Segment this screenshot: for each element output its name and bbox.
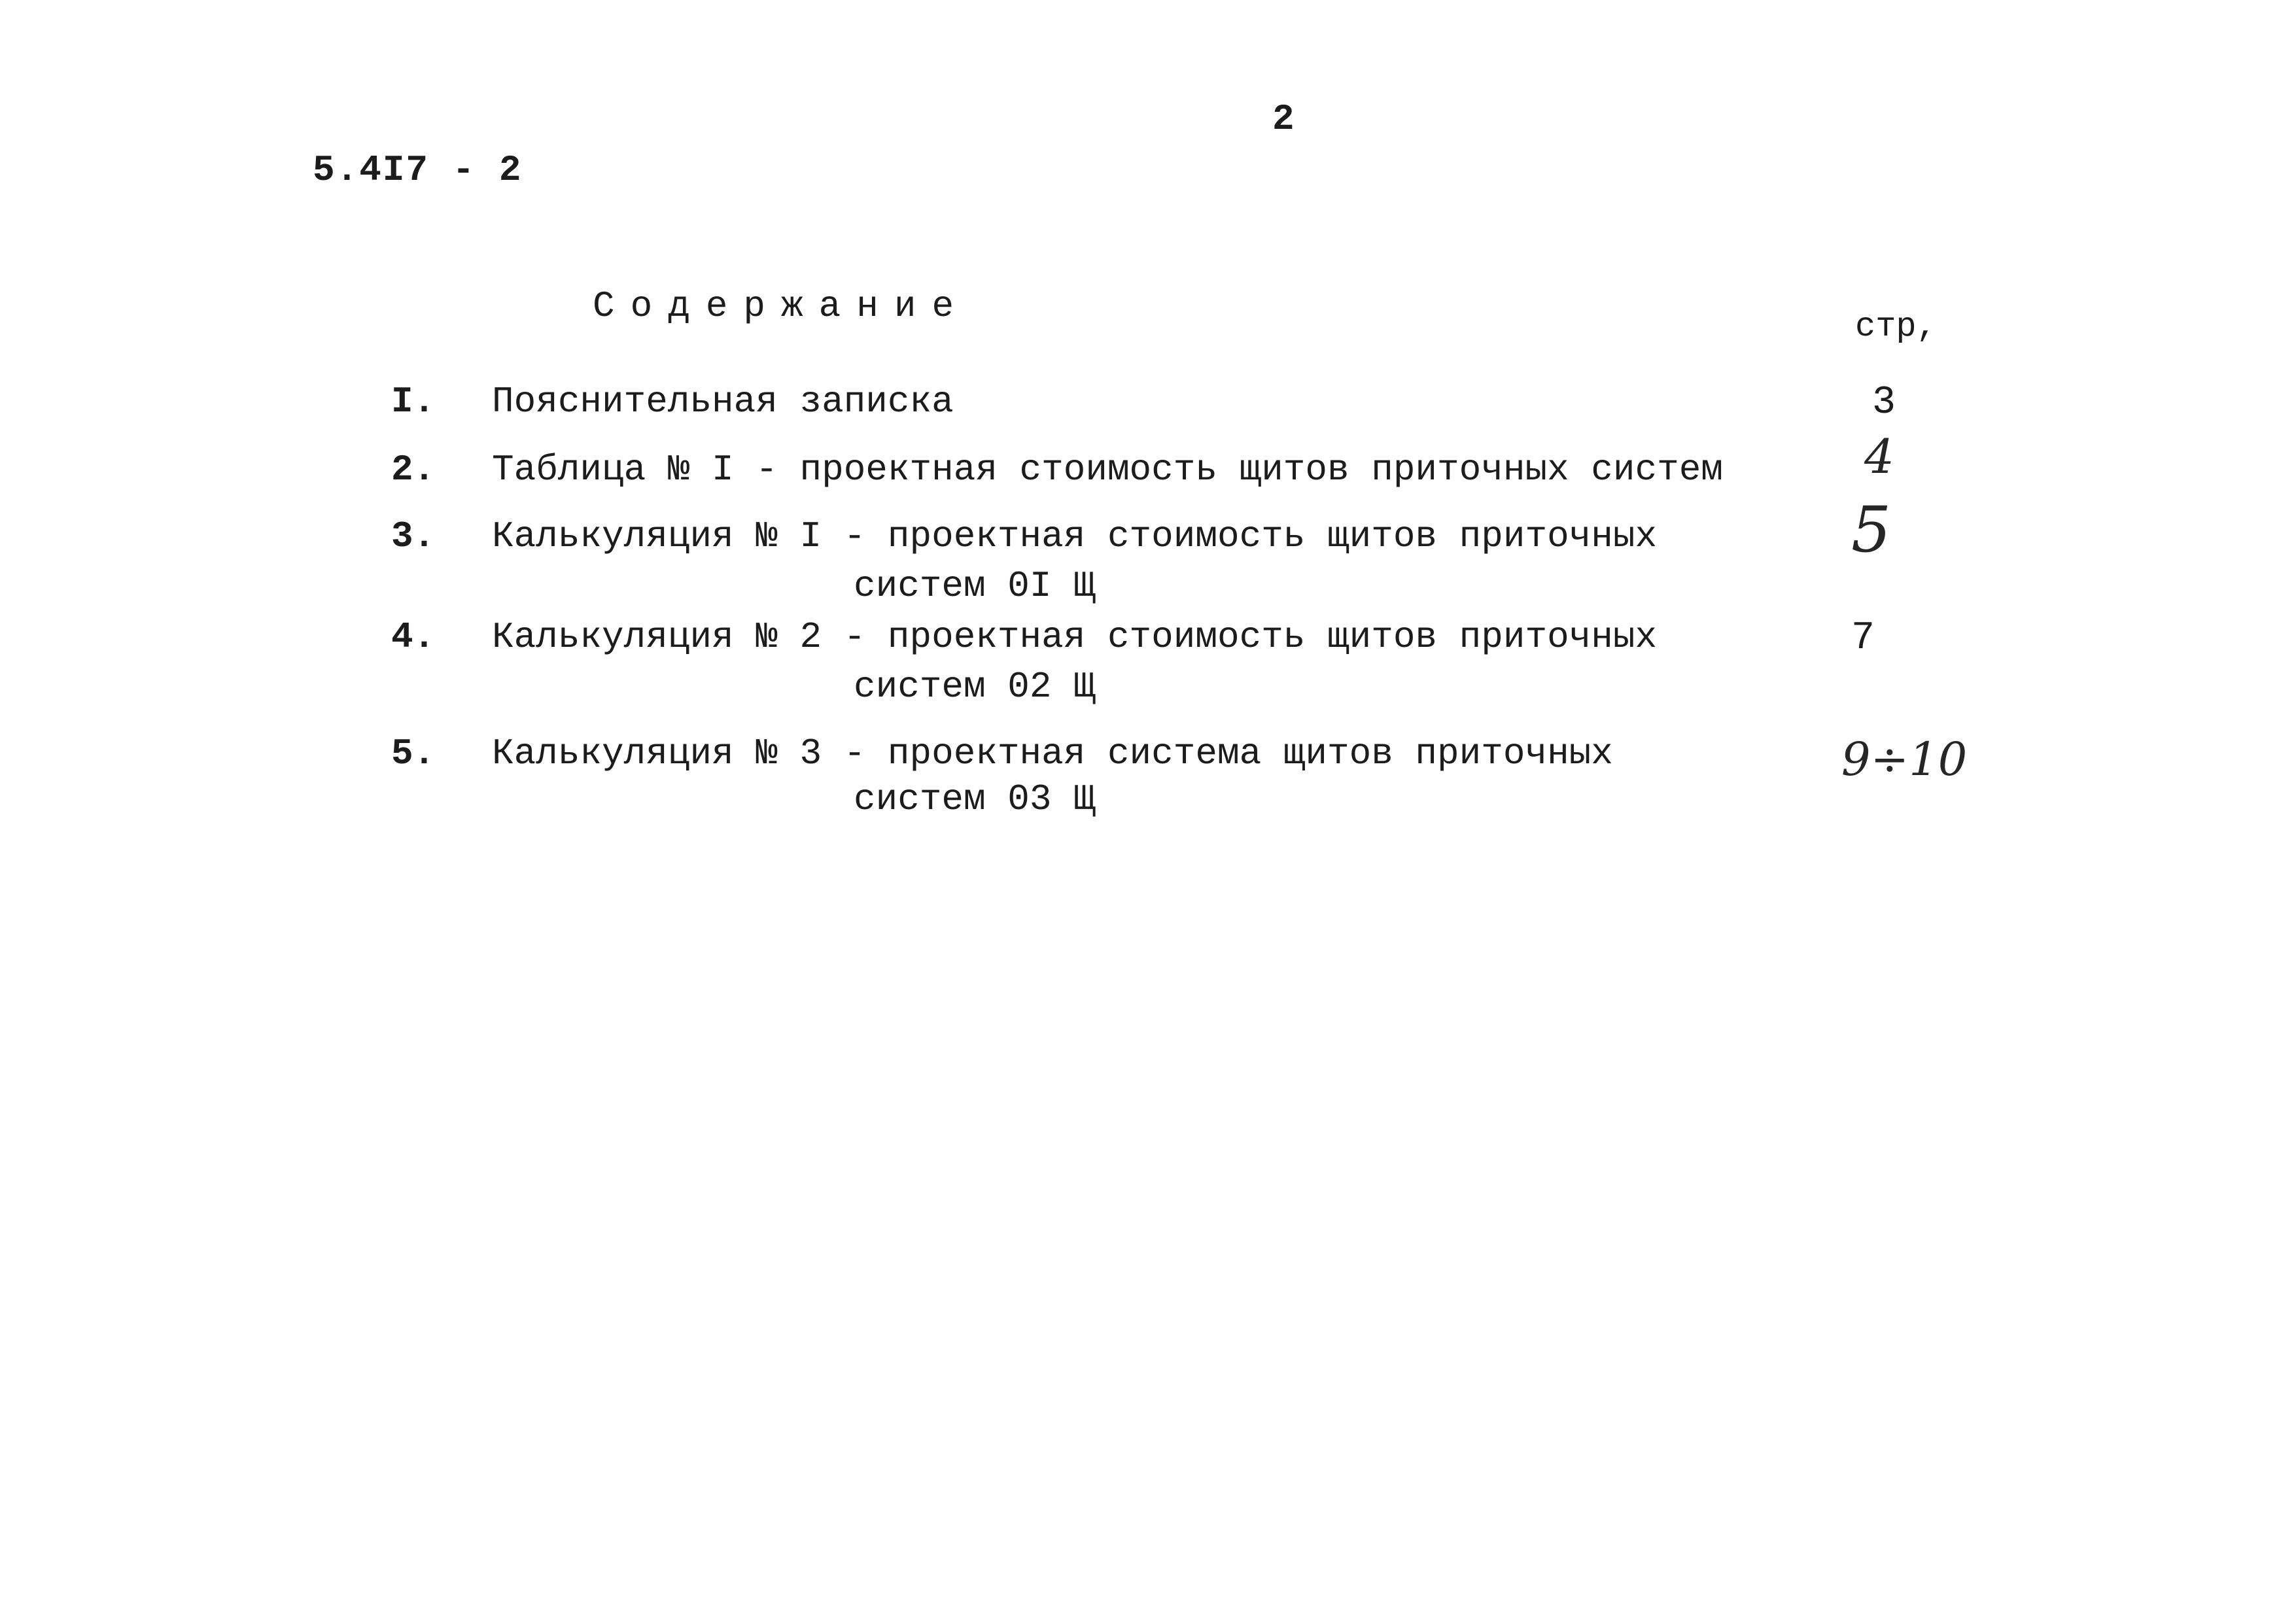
toc-item-title: Калькуляция № 2 - проектная стоимость щитов приточных (492, 616, 1658, 658)
toc-title: Содержание (593, 285, 970, 327)
toc-item-title: Калькуляция № 3 - проектная система щитов приточных (492, 733, 1613, 774)
toc-item-page: 3 (1872, 381, 1896, 425)
pages-column-header: стр, (1855, 307, 1937, 346)
toc-item-number: I. (391, 381, 436, 423)
toc-item-number: 4. (391, 616, 436, 658)
toc-item-page: 9÷10 (1841, 733, 1968, 786)
toc-item-number: 2. (391, 449, 436, 491)
document-code: 5.4I7 - 2 (313, 149, 523, 191)
toc-item-subtitle: систем 0I Щ (854, 565, 1096, 607)
toc-item-subtitle: систем 02 Щ (854, 666, 1096, 708)
toc-item-title: Таблица № I - проектная стоимость щитов приточных систем (492, 449, 1723, 491)
page-number: 2 (1272, 98, 1295, 140)
toc-item-title: Калькуляция № I - проектная стоимость щитов приточных (492, 515, 1658, 557)
toc-item-number: 5. (391, 733, 436, 774)
toc-item-page: 7 (1851, 616, 1875, 661)
toc-item-title: Пояснительная записка (492, 381, 954, 423)
toc-item-page: 5 (1851, 493, 1892, 566)
toc-item-page: 4 (1864, 429, 1894, 484)
toc-item-subtitle: систем 03 Щ (854, 778, 1096, 820)
toc-item-number: 3. (391, 515, 436, 557)
